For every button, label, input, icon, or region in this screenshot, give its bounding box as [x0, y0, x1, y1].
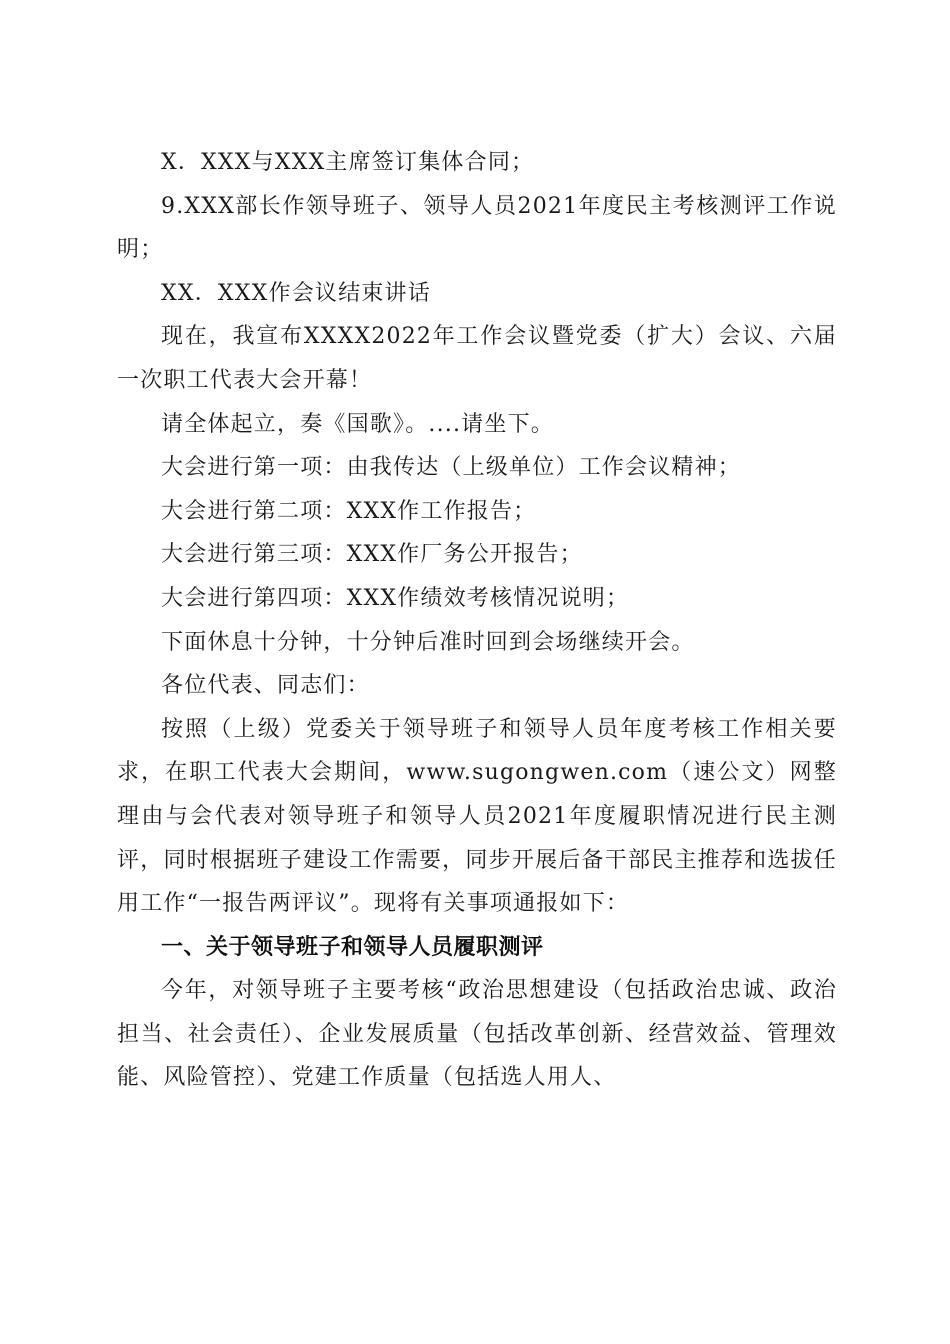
paragraph-salutation: 各位代表、同志们：: [161, 673, 370, 699]
paragraph-contract-signing: X．XXX与XXX主席签订集体合同；: [161, 150, 535, 175]
paragraph-agenda-item-3: 大会进行第三项：XXX作厂务公开报告；: [161, 542, 583, 568]
paragraph-opening-announcement: 现在，我宣布XXXX2022年工作会议暨党委（扩大）会议、六届一次职工代表大会开幕！: [117, 324, 837, 393]
paragraph-assessment-explanation: 9.XXX部长作领导班子、领导人员2021年度民主考核测评工作说明；: [117, 193, 837, 263]
paragraph-evaluation-notice: 按照（上级）党委关于领导班子和领导人员年度考核工作相关要求，在职工代表大会期间，www.sugongwen.com（速公文）网整理由与会代表对领导班子和领导人员2021年度履职情况进行民主测评，同时根据班子建设工作需要，同步开展后备干部民主推荐和选拔任用工作“一报告两评议”。现将有关事项通报如下：: [117, 716, 837, 917]
paragraph-national-anthem: 请全体起立，奏《国歌》。....请坐下。: [161, 411, 554, 437]
document-body: [117, 141, 837, 1100]
paragraph-agenda-item-4: 大会进行第四项：XXX作绩效考核情况说明；: [161, 585, 630, 611]
paragraph-agenda-item-1: 大会进行第一项：由我传达（上级单位）工作会议精神；: [161, 455, 742, 481]
section-heading: 一、关于领导班子和领导人员履职测评: [161, 934, 544, 960]
paragraph-break-notice: 下面休息十分钟，十分钟后准时回到会场继续开会。: [161, 629, 695, 655]
paragraph-closing-speech: XX．XXX作会议结束讲话: [161, 280, 431, 306]
paragraph-assessment-criteria: 今年，对领导班子主要考核“政治思想建设（包括政治忠诚、政治担当、社会责任）、企业发展质量（包括改革创新、经营效益、管理效能、风险管控）、党建工作质量（包括选人用人、: [117, 978, 837, 1091]
paragraph-agenda-item-2: 大会进行第二项：XXX作工作报告；: [161, 498, 537, 524]
